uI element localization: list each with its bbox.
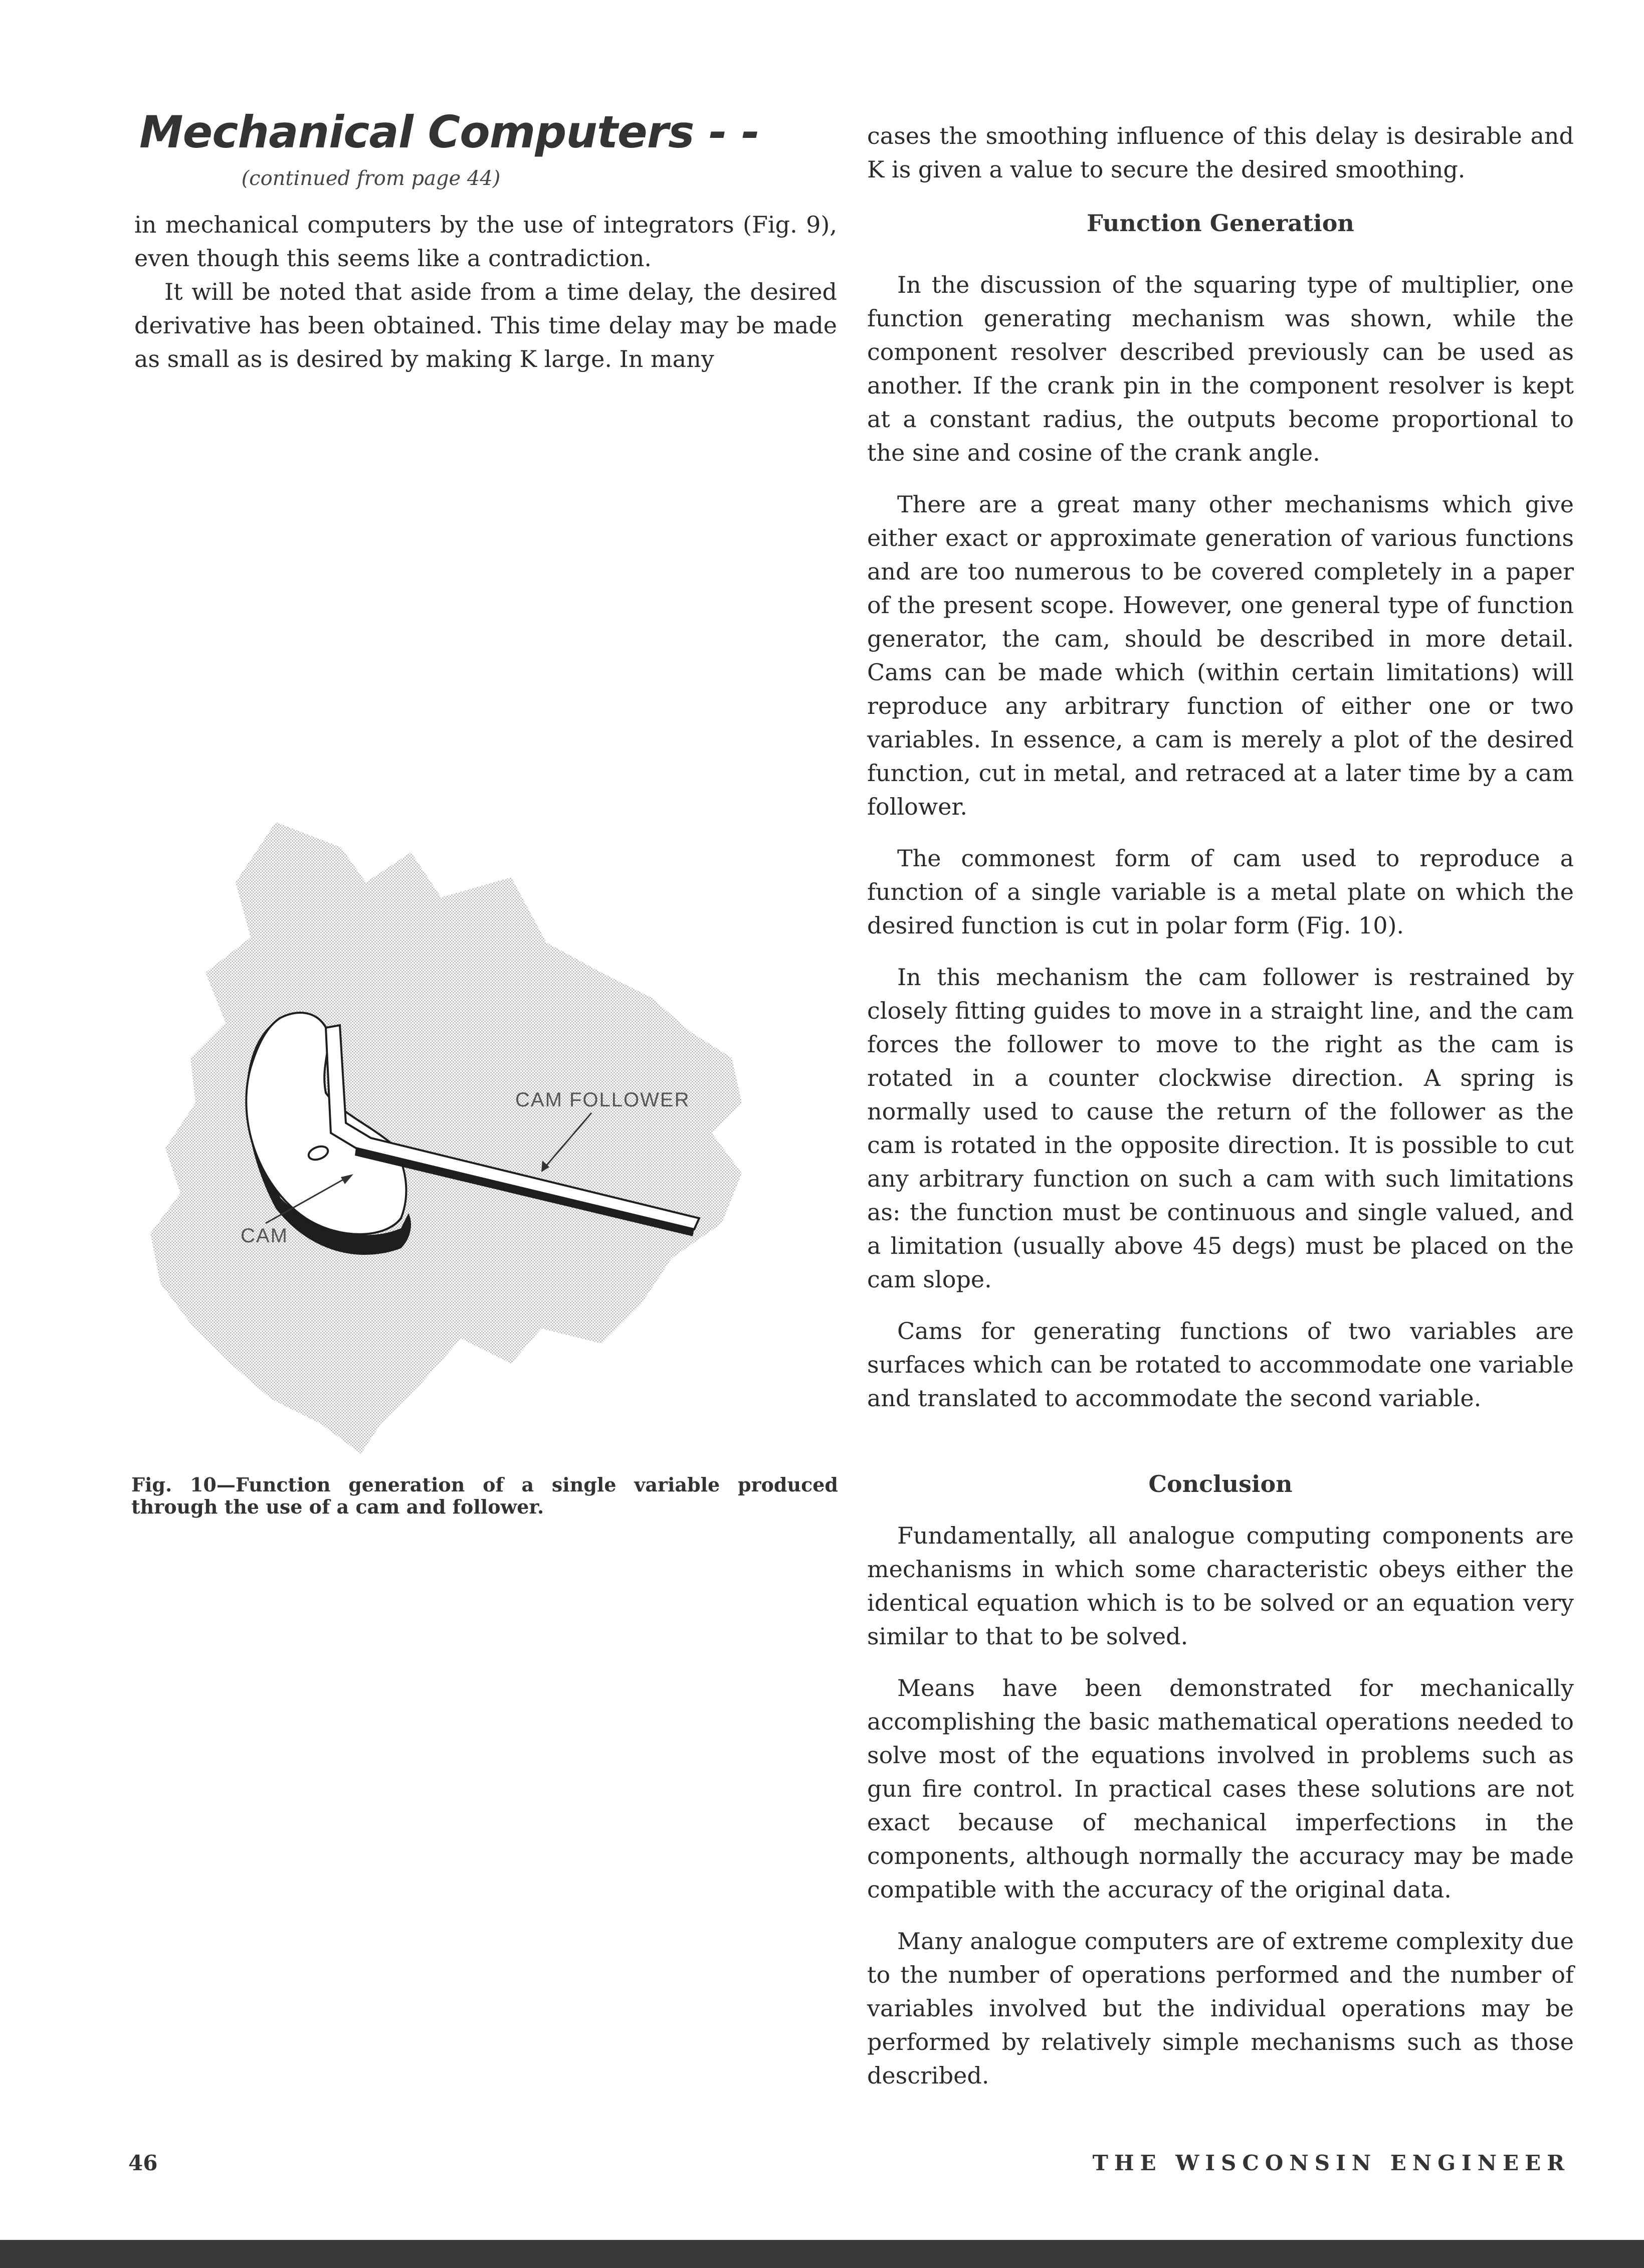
publication-title: THE WISCONSIN ENGINEER [1092, 2151, 1570, 2175]
figure-caption: Fig. 10—Function generation of a single variable produced through the use of a cam and follower. [131, 1473, 838, 1518]
label-cam-follower: CAM FOLLOWER [515, 1089, 690, 1111]
conclusion-paragraph-2: Means have been demonstrated for mechanically accomplishing the basic mathematical operations needed to solve most of the equations involved in problems such as gun fire control. In practical cases these solutions are not exact because of mechanical imperfections in the components, although normally the accuracy may be made compatible with the accuracy of the original data. [867, 1674, 1574, 1903]
heading-function-generation: Function Generation [1087, 210, 1354, 237]
label-cam: CAM [241, 1225, 288, 1247]
fg-paragraph-2: There are a great many other mechanisms which give either exact or approximate generation of various functions and are too numerous to be covered completely in a paper of the present scope. However, one general type of function generator, the cam, should be described in more detail. Cams can be made which (within certain limitations) will reproduce any arbitrary function of either one or two variables. In essence, a cam is merely a plot of the desired function, cut in metal, and retraced at a later time by a cam follower. [867, 491, 1574, 820]
fg-paragraph-4: In this mechanism the cam follower is restrained by closely fitting guides to move in a straight line, and the cam forces the follower to move to the right as the cam is rotated in a counter clockwise direction. A spring is normally used to cause the return of the follower as the cam is rotated in the opposite direction. It is possible to cut any arbitrary function on such a cam with such limitations as: the function must be continuous and single valued, and a limitation (usually above 45 degs) must be placed on the cam slope. [867, 964, 1574, 1293]
right-intro: cases the smoothing influence of this delay is desirable and K is given a value to secure the desired smoothing. [867, 122, 1574, 183]
left-column [134, 208, 837, 376]
scan-edge-bar [0, 2240, 1644, 2268]
page-number: 46 [128, 2151, 158, 2175]
halftone-background [150, 822, 742, 1454]
heading-conclusion: Conclusion [1148, 1470, 1293, 1497]
conclusion-paragraph-3: Many analogue computers are of extreme complexity due to the number of operations performed and the number of variables involved but the individual operations may be performed by relatively simple mechanisms such as those described. [867, 1928, 1574, 2089]
right-column [867, 119, 1574, 2111]
continued-note: (continued from page 44) [241, 167, 501, 190]
left-paragraph-1: in mechanical computers by the use of integrators (Fig. 9), even though this seems like a contradiction. [134, 211, 837, 272]
conclusion-paragraph-1: Fundamentally, all analogue computing components are mechanisms in which some characteristic obeys either the identical equation which is to be solved or an equation very similar to that to be solved. [867, 1522, 1574, 1650]
fg-paragraph-1: In the discussion of the squaring type of multiplier, one function generating mechanism was shown, while the component resolver described previously can be used as another. If the crank pin in the component resolver is kept at a constant radius, the outputs become proportional to the sine and cosine of the crank angle. [867, 271, 1574, 466]
left-paragraph-2: It will be noted that aside from a time delay, the desired derivative has been obtained. This time delay may be made as small as is desired by making K large. In many [134, 278, 837, 372]
figure-10-cam-illustration [150, 822, 832, 1454]
article-title: Mechanical Computers - - [139, 106, 759, 158]
fg-paragraph-5: Cams for generating functions of two variables are surfaces which can be rotated to accommodate one variable and translated to accommodate the second variable. [867, 1317, 1574, 1412]
fg-paragraph-3: The commonest form of cam used to reproduce a function of a single variable is a metal plate on which the desired function is cut in polar form (Fig. 10). [867, 845, 1574, 939]
